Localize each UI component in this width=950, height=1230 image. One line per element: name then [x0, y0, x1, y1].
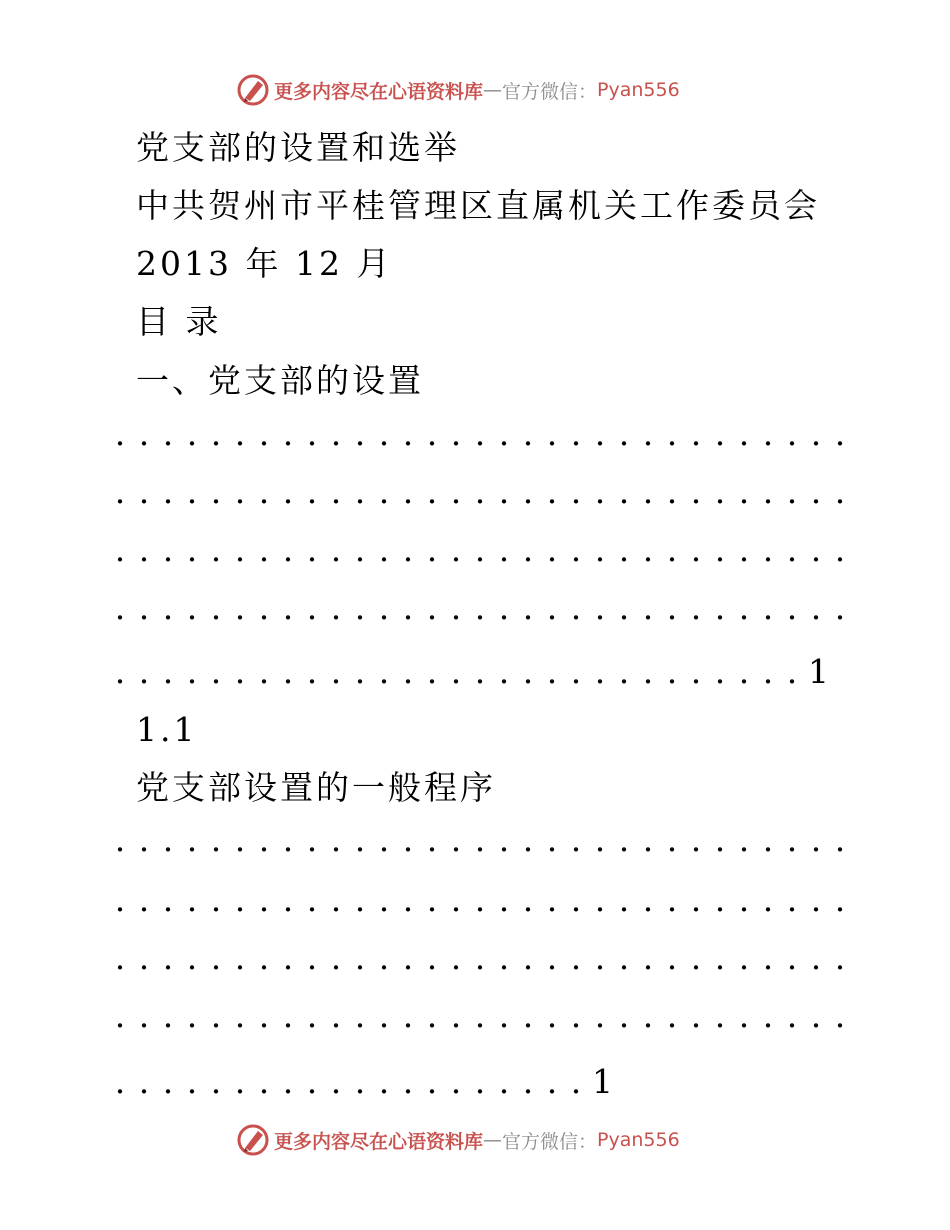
watermark-bottom: [236, 1122, 680, 1158]
watermark-wechat-label: 官方微信：: [502, 80, 598, 103]
watermark-brand: 更多内容尽在心语资料库: [274, 80, 484, 103]
pen-logo-icon: [236, 73, 270, 107]
watermark-brand: 更多内容尽在心语资料库: [274, 1130, 484, 1153]
document-date: 2013 年 12 月: [136, 244, 393, 283]
document-title: 党支部的设置和选举: [136, 128, 460, 167]
toc-leader-dots: . . . . . . . . . . . . . . . . . . . . . . . . . . . . . . .: [114, 414, 846, 453]
watermark-separator: —: [483, 1129, 503, 1151]
watermark-separator: —: [483, 79, 503, 101]
toc-leader-dots-with-page: . . . . . . . . . . . . . . . . . . . . 1: [114, 1062, 613, 1101]
toc-leader-dots: . . . . . . . . . . . . . . . . . . . . . . . . . . . . . . .: [114, 530, 846, 569]
toc-section-1-page: 1: [808, 652, 829, 691]
pen-logo-icon: [236, 1123, 270, 1157]
toc-leader-dots: . . . . . . . . . . . . . . . . . . . . . . . . . . . . . . .: [114, 938, 846, 977]
toc-leader-dots-with-page: . . . . . . . . . . . . . . . . . . . . . . . . . . . . . 1: [114, 652, 829, 691]
watermark-wechat-id: Pyan556: [597, 79, 680, 101]
toc-subsection-1-1-number: 1.1: [136, 710, 198, 749]
toc-leader-dots: . . . . . . . . . . . . . . . . . . . . . . . . . . . . . . .: [114, 472, 846, 511]
toc-leader-dots: . . . . . . . . . . . . . . . . . . . . . . . . . . . . . . .: [114, 880, 846, 919]
toc-leader-dots: . . . . . . . . . . . . . . . . . . . . . . . . . . . . . . .: [114, 588, 846, 627]
toc-leader-dots: . . . . . . . . . . . . . . . . . . . . . . . . . . . . . . .: [114, 820, 846, 859]
toc-heading: 目 录: [136, 302, 222, 341]
toc-subsection-1-1-page: 1: [592, 1062, 613, 1101]
toc-leader-dots: . . . . . . . . . . . . . . . . . . . . . . . . . . . . . . .: [114, 996, 846, 1035]
toc-section-1-title: 一、党支部的设置: [136, 361, 424, 400]
watermark-wechat-id: Pyan556: [597, 1129, 680, 1151]
watermark-wechat-label: 官方微信：: [502, 1130, 598, 1153]
organization-name: 中共贺州市平桂管理区直属机关工作委员会: [136, 186, 820, 225]
toc-subsection-1-1-title: 党支部设置的一般程序: [136, 768, 496, 807]
watermark-top: [236, 72, 680, 108]
